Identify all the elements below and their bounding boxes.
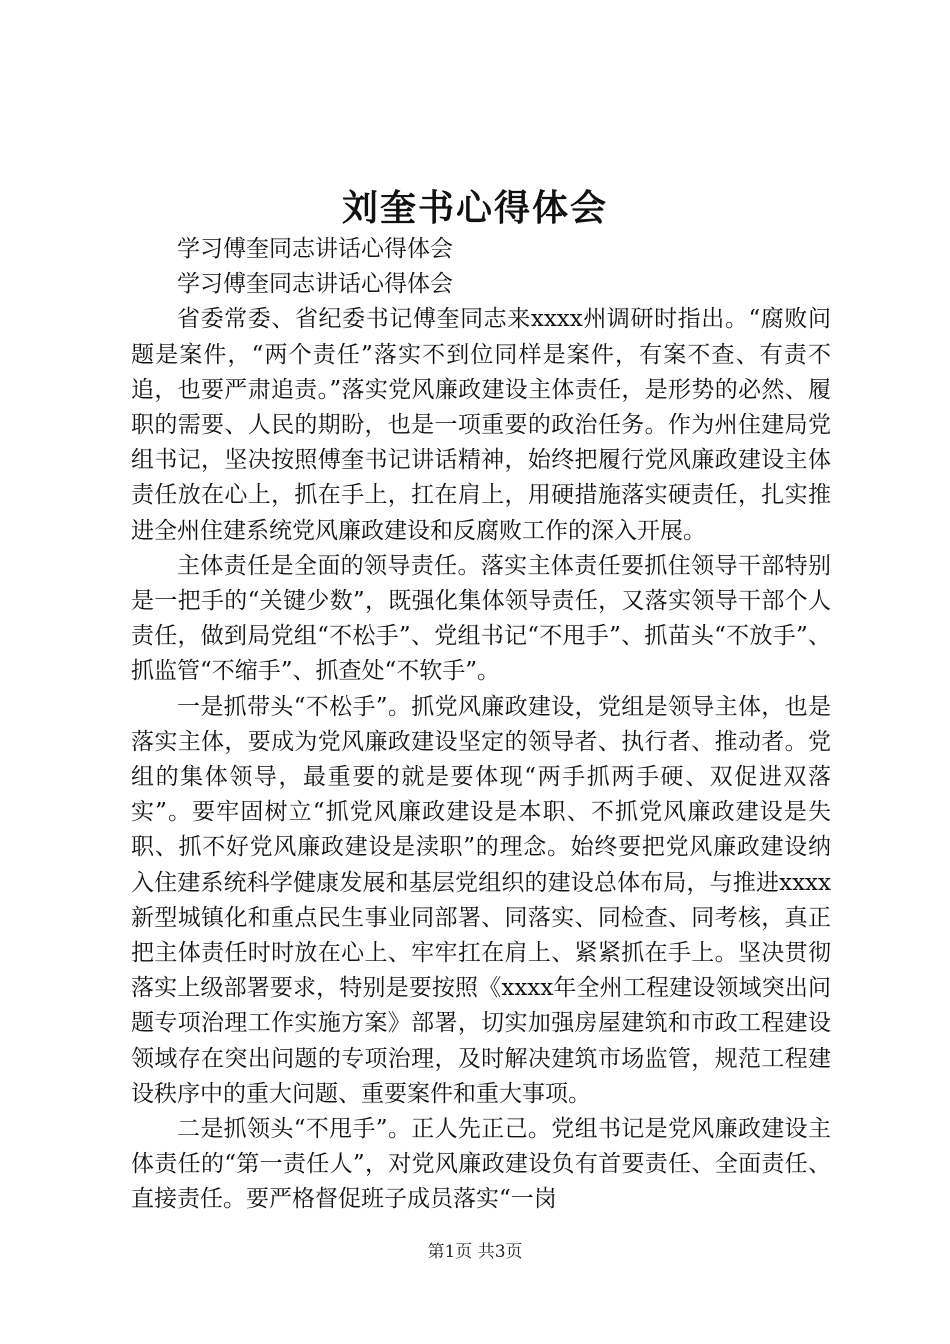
body-paragraph: 二是抓领头“不甩手”。正人先正己。党组书记是党风廉政建设主体责任的“第一责任人”，对党风廉政建设负有首要责任、全面责任、直接责任。要严格督促班子成员落实“一岗 <box>131 1116 831 1213</box>
document-body <box>131 232 831 1218</box>
body-paragraph: 省委常委、省纪委书记傅奎同志来xxxx州调研时指出。“腐败问题是案件，“两个责任”落实不到位同样是案件，有案不查、有责不追，也要严肃追责。”落实党风廉政建设主体责任，是形势的必然、履职的需要、人民的期盼，也是一项重要的政治任务。作为州住建局党组书记，坚决按照傅奎书记讲话精神，始终把履行党风廉政建设主体责任放在心上，抓在手上，扛在肩上，用硬措施落实硬责任，扎实推进全州住建系统党风廉政建设和反腐败工作的深入开展。 <box>131 306 831 544</box>
subtitle-line: 学习傅奎同志讲话心得体会 <box>177 271 453 298</box>
body-paragraph: 一是抓带头“不松手”。抓党风廉政建设，党组是领导主体，也是落实主体，要成为党风廉政建设坚定的领导者、执行者、推动者。党组的集体领导，最重要的就是要体现“两手抓两手硬、双促进双落实”。要牢固树立“抓党风廉政建设是本职、不抓党风廉政建设是失职、抓不好党风廉政建设是渎职”的理念。始终要把党风廉政建设纳入住建系统科学健康发展和基层党组织的建设总体布局，与推进xxxx新型城镇化和重点民生事业同部署、同落实、同检查、同考核，真正把主体责任时时放在心上、牢牢扛在肩上、紧紧抓在手上。坚决贯彻落实上级部署要求，特别是要按照《xxxx年全州工程建设领域突出问题专项治理工作实施方案》部署，切实加强房屋建筑和市政工程建设领域存在突出问题的专项治理，及时解决建筑市场监管，规范工程建设秩序中的重大问题、重要案件和重大事项。 <box>131 693 831 1107</box>
body-paragraph: 主体责任是全面的领导责任。落实主体责任要抓住领导干部特别是一把手的“关键少数”，既强化集体领导责任，又落实领导干部个人责任，做到局党组“不松手”、党组书记“不甩手”、抓苗头“不放手”、抓监管“不缩手”、抓查处“不软手”。 <box>131 552 831 685</box>
page-footer: 第1页 共3页 <box>427 1242 523 1262</box>
document-title: 刘奎书心得体会 <box>341 187 608 229</box>
subtitle-line: 学习傅奎同志讲话心得体会 <box>177 236 453 262</box>
